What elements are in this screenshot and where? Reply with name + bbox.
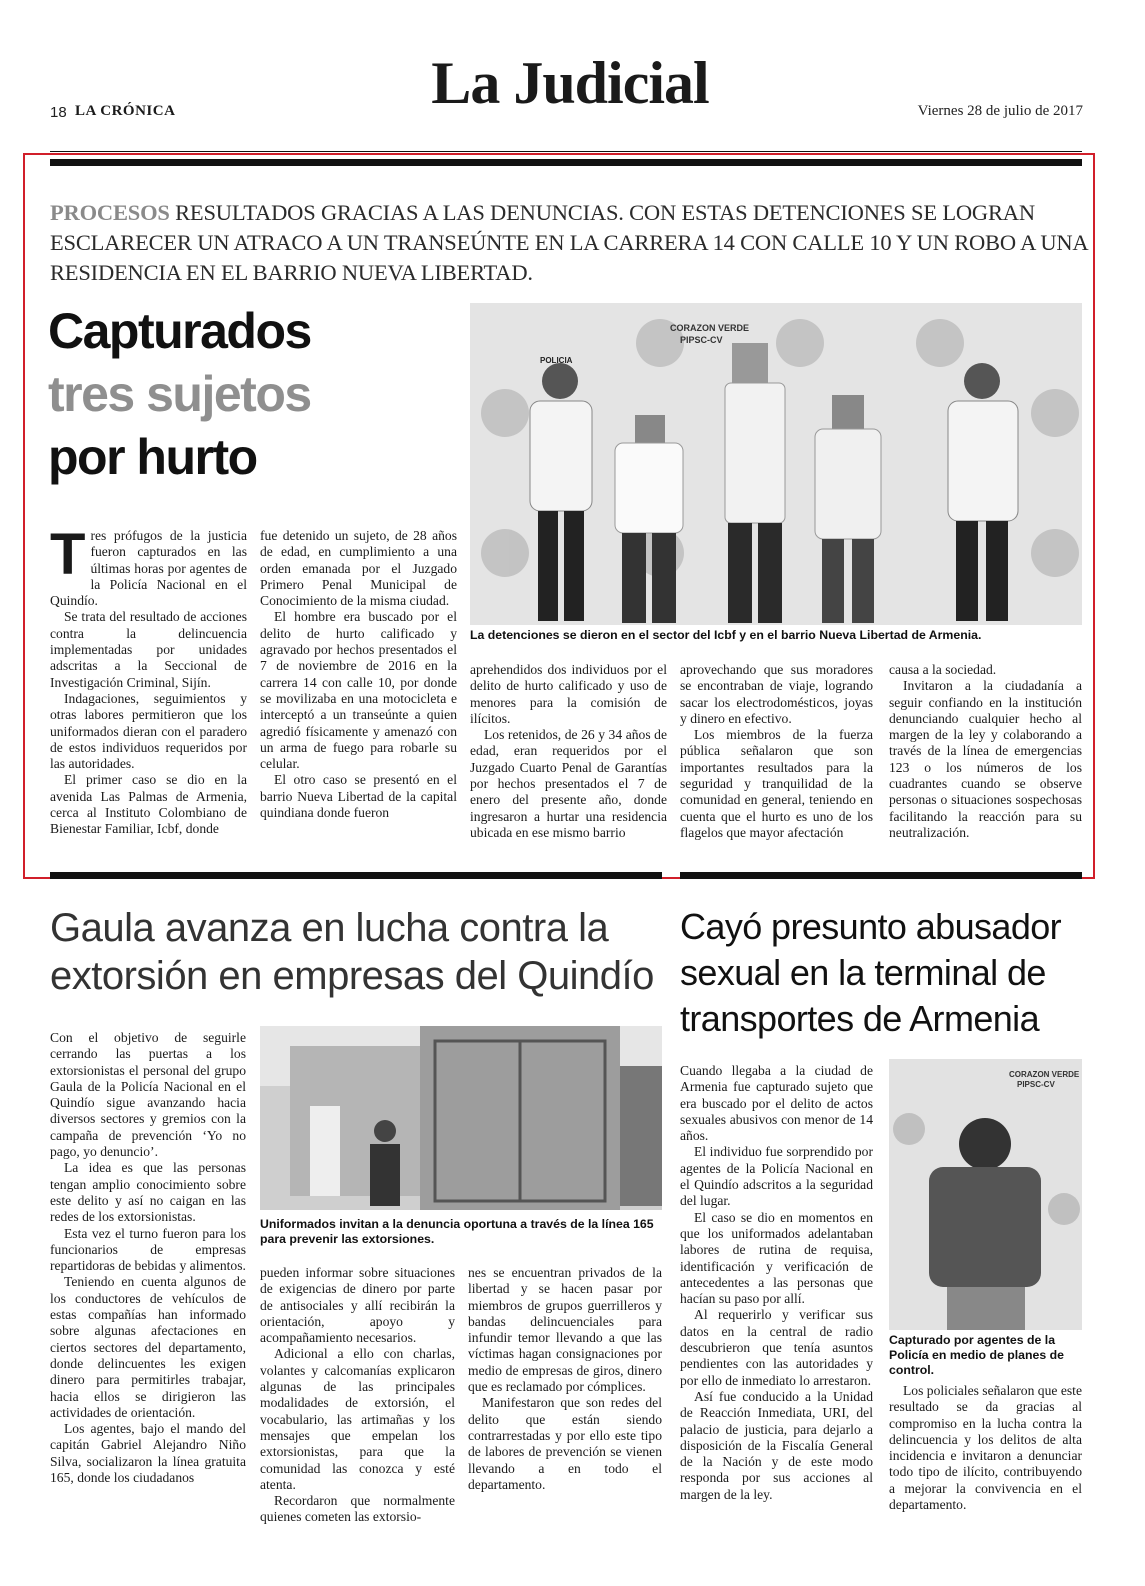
story1-kicker: PROCESOS (50, 200, 170, 225)
paragraph: Tres prófugos de la justicia fueron capturados en las últimas horas por agentes de la Policía Nacional en el Quindío. (50, 522, 247, 609)
story1-column-1 (50, 522, 247, 838)
story2-photo (260, 1026, 662, 1210)
story1-column-3 (470, 662, 667, 841)
story3-column-2 (889, 1383, 1082, 1513)
paragraph: Con el objetivo de seguirle cerrando las puertas a los extorsionistas el personal del grupo Gaula de la Policía Nacional en el Quindío sigue avanzando hacia diversos sectores y gremios con la campaña de prevención ‘Yo no pago, yo denuncio’. (50, 1030, 246, 1160)
story2-column-2 (260, 1265, 455, 1526)
story2-top-rule (50, 872, 662, 879)
paragraph: La idea es que las personas tengan amplio conocimiento sobre este delito y así no caigan en las redes de los extorsionistas. (50, 1160, 246, 1225)
header-rule (50, 151, 1082, 152)
story1-photo (470, 303, 1082, 625)
story3-top-rule (680, 872, 1082, 879)
story3-photo (889, 1059, 1082, 1330)
story1-photo-caption: La detenciones se dieron en el sector del Icbf y en el barrio Nueva Libertad de Armenia. (470, 628, 982, 642)
paragraph: El otro caso se presentó en el barrio Nueva Libertad de la capital quindiana donde fueron (260, 772, 457, 821)
headline-line-3: por hurto (48, 429, 257, 485)
story3-photo-caption: Capturado por agentes de la Policía en medio de planes de control. (889, 1333, 1064, 1377)
story1-top-rule (50, 159, 1082, 166)
paragraph: Se trata del resultado de acciones contra la delincuencia implementadas por unidades adscritas a la Seccional de Investigación Criminal, Sijín. (50, 609, 247, 690)
story2-column-3 (468, 1265, 662, 1493)
story1-column-2 (260, 528, 457, 821)
paragraph: El caso se dio en momentos en que los uniformados adelantaban labores de rutina de requisa, identificación y verificación de antecedentes a las personas que hacían su paso por allí. (680, 1209, 873, 1307)
paragraph: Esta vez el turno fueron para los funcionarios de empresas repartidoras de bebidas y alimentos. (50, 1225, 246, 1274)
paragraph: Invitaron a la ciudadanía a seguir confiando en la institución denunciando cualquier hecho al margen de la ley y colaborando a través de la línea de emergencias 123 o los números de los cuadrantes cuando se observe personas o situaciones sospechosas facilitando la reacción para su neutralización. (889, 678, 1082, 840)
paragraph: Teniendo en cuenta algunos de los conductores de vehículos de estas compañías han informado sobre algunas afectaciones en ciertos sectores del departamento, donde delincuentes les exigen dinero para permitirles trabajar, hacia ellos se dirigieron las actividades de orientación. (50, 1274, 246, 1420)
story2-headline: Gaula avanza en lucha contra la extorsión en empresas del Quindío (50, 906, 654, 998)
story2-column-1 (50, 1030, 246, 1486)
page-number: 18 (50, 104, 67, 121)
story3-headline: Cayó presunto abusador sexual en la terminal de transportes de Armenia (680, 906, 1062, 1039)
paragraph: Adicional a ello con charlas, volantes y calcomanías explicaron algunas de las principales modalidades de extorsión, el vocabulario, las artimañas y los mensajes que empelan los extorsionistas, para que la comunidad las conozca y esté atenta. (260, 1346, 455, 1492)
story1-deck (50, 198, 1090, 288)
paragraph: aprovechando que sus moradores se encontraban de viaje, logrando sacar los electrodomésticos, joyas y dinero en efectivo. (680, 662, 873, 726)
story1-column-4 (680, 662, 873, 841)
story3-column-1 (680, 1063, 873, 1503)
story2-photo-caption: Uniformados invitan a la denuncia oportuna a través de la línea 165 para prevenir las extorsiones. (260, 1217, 654, 1246)
headline-line-1: Capturados (48, 303, 311, 359)
detainee-photo-illustration (889, 1059, 1082, 1330)
issue-date: Viernes 28 de julio de 2017 (917, 103, 1083, 119)
story1-headline (48, 300, 458, 489)
backdrop-text-1: CORAZON VERDE (1009, 1070, 1080, 1079)
paragraph: El individuo fue sorprendido por agentes de la Policía Nacional en el Quindío adscritos a la seguridad del lugar. (680, 1144, 873, 1209)
arrest-photo-illustration (470, 303, 1082, 625)
story1-column-5 (889, 662, 1082, 841)
paragraph: Indagaciones, seguimientos y otras labores permitieron que los uniformados dieran con el paradero de estos individuos requeridos por las autoridades. (50, 690, 247, 772)
paragraph: pueden informar sobre situaciones de exigencias de dinero por parte de antisociales y allí recibirán la orientación, apoyo y acompañamiento necesarios. (260, 1265, 455, 1346)
paragraph: Así fue conducido a la Unidad de Reacción Inmediata, URI, del palacio de justicia, para dejarlo a disposición de la Fiscalía General de la Nación y de este modo responda por sus acciones al margen de la ley. (680, 1388, 873, 1502)
paragraph: fue detenido un sujeto, de 28 años de edad, en cumplimiento a una orden emanada por el Juzgado Primero Penal Municipal de Conocimiento de la misma ciudad. (260, 528, 457, 609)
section-title: La Judicial (431, 50, 709, 116)
paragraph: Los retenidos, de 26 y 34 años de edad, eran requeridos por el Juzgado Cuarto Penal de Garantías por hechos presentados el 7 de enero del presente año, donde ingresaron a hurtar una residencia ubicada en ese mismo barrio (470, 727, 667, 840)
backdrop-text-2: PIPSC-CV (680, 335, 723, 345)
paragraph: El primer caso se dio en la avenida Las Palmas de Armenia, cerca al Instituto Colombiano de Bienestar Familiar, Icbf, donde (50, 772, 247, 837)
backdrop-text-1: CORAZON VERDE (670, 323, 750, 333)
paragraph: Al requerirlo y verificar sus datos en la central de radio descubrieron que tenía asuntos pendientes con las autoridades y por ello de inmediato lo arrestaron. (680, 1307, 873, 1388)
story1-deck-text: RESULTADOS GRACIAS A LAS DENUNCIAS. CON ESTAS DETENCIONES SE LOGRAN ESCLARECER UN ATRACO A UN TRANSEÚNTE EN LA CARRERA 14 CON CALLE 10 Y UN ROBO A UNA RESIDENCIA EN EL BARRIO NUEVA LIBERTAD. (50, 200, 1088, 285)
paragraph: Cuando llegaba a la ciudad de Armenia fue capturado sujeto que era buscado por el delito de actos sexuales abusivos con menor de 14 años. (680, 1063, 873, 1144)
headline-line-2: tres sujetos (48, 366, 311, 422)
paragraph: aprehendidos dos individuos por el delito de hurto calificado y uso de menores para la comisión de ilícitos. (470, 662, 667, 726)
paragraph: nes se encuentran privados de la libertad y se hacen pasar por miembros de grupos guerrilleros y bandas delincuenciales para infundir temor llevando a que las víctimas hagan consignaciones por medio de empresas de giros, dinero que es reclamado por cómplices. (468, 1265, 662, 1395)
paper-name: LA CRÓNICA (75, 103, 176, 119)
cap-text: POLICIA (540, 356, 573, 365)
paragraph: Recordaron que normalmente quienes cometen las extorsio- (260, 1493, 455, 1525)
paragraph: Los policiales señalaron que este resultado se da gracias al compromiso en la lucha contra la delincuencia y los delitos de alta incidencia e invitaron a denunciar todo tipo de ilícito, contribuyendo a mejorar la convivencia en el departamento. (889, 1383, 1082, 1513)
truck-photo-illustration (260, 1026, 662, 1210)
paragraph: El hombre era buscado por el delito de hurto calificado y agravado por hechos presentados el 7 de noviembre de 2016 en la carrera 14 con calle 10, por donde se movilizaba en una motocicleta e interceptó a un transeúnte a quien agredió físicamente y amenazó con un arma de fuego para robarle su celular. (260, 609, 457, 772)
paragraph: Los miembros de la fuerza pública señalaron que son importantes resultados para la seguridad y tranquilidad de la comunidad en general, teniendo en cuenta que el hurto es uno de los flagelos que mayor afectación (680, 727, 873, 840)
backdrop-text-2: PIPSC-CV (1017, 1080, 1055, 1089)
paragraph: Manifestaron que son redes del delito que están siendo contrarrestadas y por ello este tipo de labores de prevención se vienen llevando a en todo el departamento. (468, 1395, 662, 1492)
paragraph: Los agentes, bajo el mando del capitán Gabriel Alejandro Niño Silva, socializaron la línea gratuita 165, donde los ciudadanos (50, 1421, 246, 1486)
paragraph: causa a la sociedad. (889, 662, 997, 677)
drop-cap: T (50, 522, 86, 587)
